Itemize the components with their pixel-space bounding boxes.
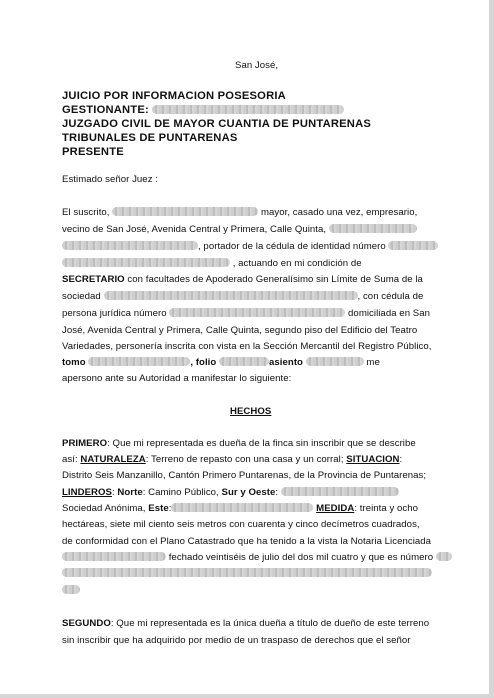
heading-gestionante bbox=[62, 104, 344, 116]
asiento-label: asiento bbox=[269, 357, 303, 368]
intro-l5b: con facultades de Apoderado Generalísimo sin Límite de Suma de la bbox=[124, 274, 423, 285]
redaction-tomo bbox=[88, 357, 190, 366]
intro-line-4 bbox=[62, 258, 362, 269]
tomo-label: tomo bbox=[62, 357, 86, 368]
este-label: Este bbox=[148, 503, 169, 514]
intro-line-7 bbox=[62, 308, 430, 319]
redaction-gestionante bbox=[152, 105, 344, 114]
intro-l10d: me bbox=[366, 357, 380, 368]
intro-line-10 bbox=[62, 357, 380, 368]
primero-line-4 bbox=[62, 487, 399, 498]
redaction-boundary-south bbox=[281, 487, 399, 496]
segundo-l1: : Que mi representada es la única dueña a título de dueño de este terreno bbox=[110, 618, 430, 629]
page-edge-right bbox=[489, 0, 494, 698]
intro-l1b: mayor, casado una vez, empresario, bbox=[260, 207, 418, 218]
intro-line-11: apersono ante su Autoridad a manifestar lo siguiente: bbox=[62, 373, 292, 384]
intro-l7a: persona jurídica número bbox=[62, 308, 167, 319]
intro-line-3 bbox=[62, 241, 438, 252]
heading-court: JUZGADO CIVIL DE MAYOR CUANTIA DE PUNTARENAS bbox=[62, 118, 372, 130]
segundo-line-2: sin inscribir que ha adquirido por medio de un traspaso de derechos que el señor bbox=[62, 635, 411, 646]
situacion-label: SITUACION bbox=[346, 454, 400, 465]
redaction-boundary-east bbox=[168, 503, 313, 514]
primero-l5c: : bbox=[168, 503, 172, 514]
intro-line-9: Variedades, personería inscrita con vista en la Sección Mercantil del Registro Público, bbox=[62, 341, 432, 352]
redaction-plan-number bbox=[436, 552, 452, 561]
intro-line-8: José, Avenida Central y Primera, Calle Quinta, segundo piso del Edificio del Teatro bbox=[62, 325, 418, 336]
heading-present: PRESENTE bbox=[62, 146, 124, 158]
intro-line-6 bbox=[62, 291, 423, 302]
primero-line-8 bbox=[62, 552, 452, 563]
norte-label: Norte bbox=[117, 487, 143, 498]
redaction-name bbox=[112, 207, 258, 216]
segundo-line-1 bbox=[62, 618, 429, 629]
primero-l2c: : Terreno de repasto con una casa y un corral; bbox=[145, 454, 347, 465]
segundo-label: SEGUNDO bbox=[62, 618, 111, 629]
primero-l2e: : bbox=[399, 454, 403, 465]
salutation: Estimado señor Juez : bbox=[62, 174, 158, 185]
primero-l4b: : bbox=[111, 487, 118, 498]
redaction-line-2 bbox=[62, 585, 80, 594]
sur-oeste-label: Sur y Oeste bbox=[221, 487, 276, 498]
redaction-asiento bbox=[306, 357, 364, 366]
intro-line-5 bbox=[62, 274, 423, 285]
redaction-id bbox=[388, 241, 438, 250]
intro-l6b: , con cédula de bbox=[357, 291, 424, 302]
intro-l7b: domiciliada en San bbox=[348, 308, 431, 319]
heading-tribunal: TRIBUNALES DE PUNTARENAS bbox=[62, 132, 238, 144]
redaction-folio bbox=[219, 357, 269, 366]
redaction-id-2 bbox=[62, 258, 230, 267]
role-secretario: SECRETARIO bbox=[62, 274, 125, 285]
redaction-company bbox=[104, 291, 358, 300]
redaction-line-1 bbox=[62, 568, 432, 577]
primero-l1: : Que mi representada es dueña de la finca sin inscribir que se describe bbox=[107, 438, 416, 449]
heading-case-type: JUICIO POR INFORMACION POSESORIA bbox=[62, 90, 286, 102]
redaction-company-id bbox=[169, 308, 345, 317]
linderos-label: LINDEROS bbox=[62, 487, 112, 498]
redaction-address-2 bbox=[62, 241, 198, 250]
intro-l3: , portador de la cédula de identidad número bbox=[198, 241, 386, 252]
intro-l2: vecino de San José, Avenida Central y Primera, Calle Quinta, bbox=[62, 224, 327, 235]
page-edge-bottom bbox=[0, 694, 494, 698]
gestionante-label: GESTIONANTE: bbox=[62, 104, 149, 116]
intro-l4: , actuando en mi condición de bbox=[232, 258, 362, 269]
medida-label: MEDIDA bbox=[316, 503, 355, 514]
primero-line-7: de conformidad con el Plano Catastrado que ha tenido a la vista la Notaria Licenciada bbox=[62, 536, 432, 547]
primero-l5e: : treinta y ocho bbox=[354, 503, 419, 514]
section-title-hechos: HECHOS bbox=[230, 406, 272, 417]
primero-l2a: así: bbox=[62, 454, 81, 465]
intro-line-1 bbox=[62, 207, 417, 218]
primero-line-5 bbox=[62, 503, 418, 514]
primero-line-3: Distrito Seis Manzanillo, Cantón Primero Puntarenas, de la Provincia de Puntarenas; bbox=[62, 470, 427, 481]
redaction-address bbox=[329, 224, 417, 233]
primero-l8: fechado veintiséis de julio del dos mil cuatro y que es número bbox=[168, 552, 434, 563]
intro-l1a: El suscrito, bbox=[62, 207, 110, 218]
primero-l4d: : Camino Público, bbox=[142, 487, 222, 498]
primero-line-2 bbox=[62, 454, 402, 465]
place-line: San José, bbox=[235, 60, 279, 71]
primero-label: PRIMERO bbox=[62, 438, 108, 449]
primero-line-6: hectáreas, siete mil ciento seis metros con cuarenta y cinco decímetros cuadrados, bbox=[62, 519, 420, 530]
primero-line-1 bbox=[62, 438, 416, 449]
redaction-notary bbox=[62, 552, 166, 561]
folio-label: , folio bbox=[190, 357, 217, 368]
intro-line-2 bbox=[62, 224, 417, 235]
primero-l4f: : bbox=[275, 487, 279, 498]
naturaleza-label: NATURALEZA bbox=[80, 454, 146, 465]
primero-l5a: Sociedad Anónima, bbox=[62, 503, 149, 514]
intro-l6a: sociedad bbox=[62, 291, 101, 302]
